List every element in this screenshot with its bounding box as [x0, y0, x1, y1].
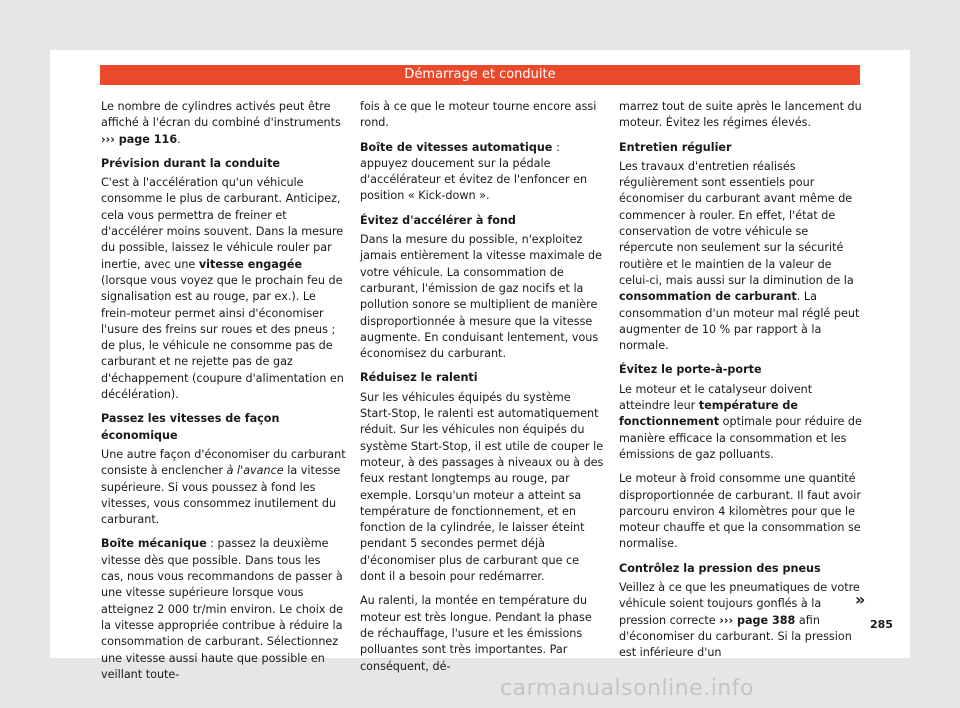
entretien-paragraph: Les travaux d'entretien réalisés régulièrement sont essentiels pour économiser du carburant avant même de commencer à rouler. En effet, l'état de conservation de votre véhicule se répercute non seulement sur la sécurité routière et le maintien de la valeur de celui-ci, mais aussi sur la diminution de la consommation de carburant. La consommation d'un moteur mal réglé peut augmenter de 10 % par rapport à la normale.	[619, 159, 860, 353]
passez-paragraph: Une autre façon d'économiser du carburant consiste à enclencher à l'avance la vitesse supérieure. Si vous poussez à fond les vitesses, vous consommez inutilement du carburant.	[101, 447, 346, 527]
evitez-paragraph: Dans la mesure du possible, n'exploitez jamais entièrement la vitesse maximale de votre véhicule. La consommation de carburant, l'émission de gaz nocifs et la pollution sonore se multiplient de manière disproportionnée à mesure que la vitesse augmente. En conduisant lentement, vous économisez du carburant.	[360, 233, 602, 361]
page-number: 285	[870, 618, 893, 631]
continuation-paragraph: marrez tout de suite après le lancement du moteur. Évitez les régimes élevés.	[619, 100, 862, 130]
column-2	[360, 99, 605, 683]
prevision-paragraph: C'est à l'accélération qu'un véhicule consomme le plus de carburant. Anticipez, cela vous permettra de freiner et d'accélérer moins souvent. Dans la mesure du possible, laissez le véhicule rouler par inertie, avec une vitesse engagée (lorsque vous voyez que le prochain feu de signalisation est au rouge, par ex.). Le frein-moteur permet ainsi d'économiser l'usure des freins sur roues et des pneus ; de plus, le véhicule ne consomme pas de carburant et ne rejette pas de gaz d'échappement (coupure d'alimentation en décélération).	[101, 176, 344, 402]
column-1	[101, 99, 346, 691]
column-3	[619, 99, 864, 670]
intro-paragraph: Le nombre de cylindres activés peut être affiché à l'écran du combiné d'instruments ››› page 116.	[101, 100, 341, 146]
heading-entretien: Entretien régulier	[619, 140, 732, 154]
continue-marker: »	[855, 590, 866, 609]
ralenti-paragraph-2: Au ralenti, la montée en température du moteur est très longue. Pendant la phase de réchauffage, l'usure et les émissions polluantes sont très importantes. Par conséquent, dé-	[360, 594, 592, 673]
pneus-paragraph: Veillez à ce que les pneumatiques de votre véhicule soient toujours gonflés à la pression correcte ››› page 388 afin d'économiser du carburant. Si la pression est inférieure d'un	[619, 581, 860, 660]
page-reference-link[interactable]: ››› page 388	[719, 613, 796, 627]
heading-ralenti: Réduisez le ralenti	[360, 371, 478, 385]
watermark: carmanualsonline.info	[500, 676, 754, 701]
heading-porte: Évitez le porte-à-porte	[619, 363, 762, 377]
porte-paragraph-2: Le moteur à froid consomme une quantité disproportionnée de carburant. Il faut avoir parcouru environ 4 kilomètres pour que le moteur chauffe et que la consommation se normalise.	[619, 472, 861, 551]
heading-prevision: Prévision durant la conduite	[101, 156, 281, 170]
section-header: Démarrage et conduite	[100, 65, 860, 85]
heading-pneus: Contrôlez la pression des pneus	[619, 561, 821, 575]
porte-paragraph: Le moteur et le catalyseur doivent atteindre leur température de fonctionnement optimale pour réduire de manière efficace la consommation et les émissions de gaz polluants.	[619, 382, 862, 461]
heading-passez: Passez les vitesses de façon économique	[101, 412, 280, 442]
page-reference-link[interactable]: ››› page 116	[101, 132, 178, 146]
heading-evitez: Évitez d'accélérer à fond	[360, 213, 516, 227]
boite-auto-paragraph: Boîte de vitesses automatique : appuyez doucement sur la pédale d'accélérateur et évitez de l'enfoncer en position « Kick-down ».	[360, 140, 588, 203]
boite-mecanique-paragraph: Boîte mécanique : passez la deuxième vitesse dès que possible. Dans tous les cas, nous vous recommandons de passer à une vitesse supérieure lorsque vous atteignez 2 000 tr/min environ. Le choix de la vitesse appropriée contribue à réduire la consommation de carburant. Sélectionnez une vitesse aussi haute que possible en veillant toute-	[101, 537, 344, 681]
ralenti-paragraph: Sur les véhicules équipés du système Start-Stop, le ralenti est automatiquement réduit. Sur les véhicules non équipés du système Start-Stop, il est utile de couper le moteur, à des passages à niveaux ou à des feux restant longtemps au rouge, par exemple. Lorsqu'un moteur a atteint sa température de fonctionnement, et en fonction de la cylindrée, le laisser éteint pendant 5 secondes permet déjà d'économiser plus de carburant que ce dont il a besoin pour redémarrer.	[360, 390, 604, 584]
continuation-paragraph: fois à ce que le moteur tourne encore assi rond.	[360, 100, 597, 130]
